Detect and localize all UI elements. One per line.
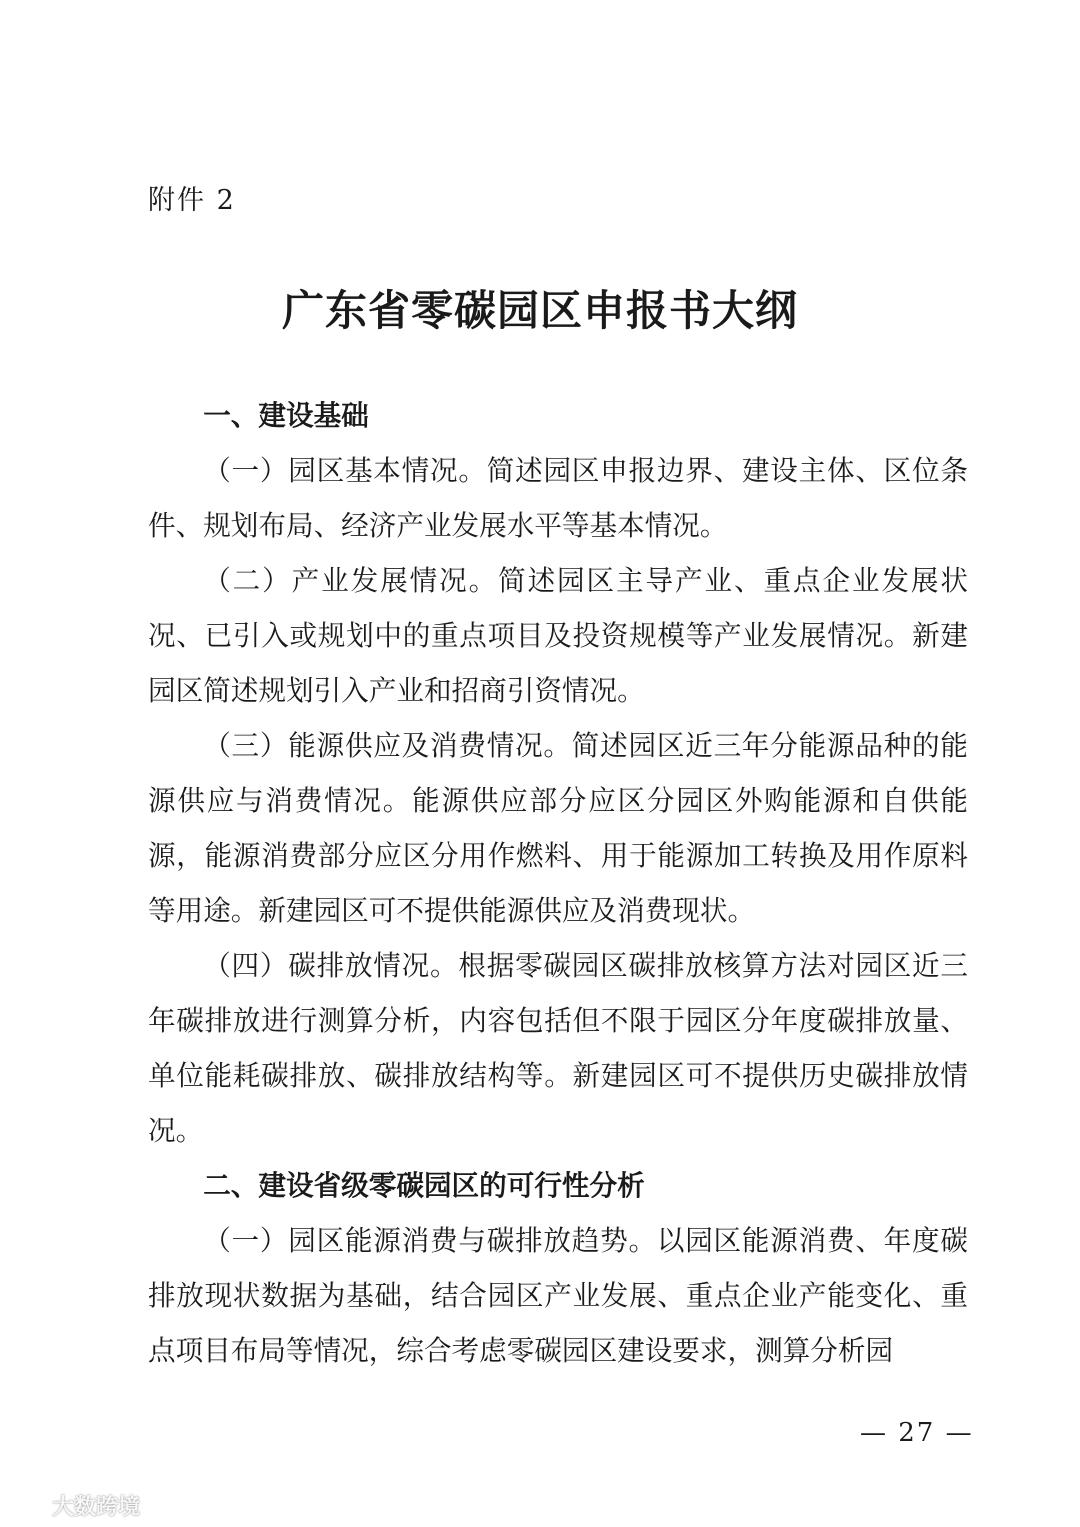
paragraph: [148, 938, 968, 1158]
section-heading: 二、建设省级零碳园区的可行性分析: [203, 1169, 645, 1202]
watermark: [4, 1490, 140, 1521]
paragraph-lead: （四）碳排放情况。: [203, 949, 459, 982]
paragraph-text: 简述园区近三年分能源品种的能源供应与消费情况。能源供应部分应区分园区外购能源和自供能源，能源消费部分应区分用作燃料、用于能源加工转换及用作原料等用途。新建园区可不提供能源供应及消费现状。: [148, 729, 968, 927]
watermark-text: 大数跨境: [52, 1495, 141, 1520]
section-heading: 一、建设基础: [203, 399, 369, 432]
paragraph-lead: （一）园区基本情况。: [203, 454, 487, 487]
paragraph: [148, 718, 968, 938]
paragraph: [148, 1213, 968, 1378]
document-body: [148, 388, 968, 1378]
paragraph-text: 根据零碳园区碳排放核算方法对园区近三年碳排放进行测算分析，内容包括但不限于园区分年度碳排放量、单位能耗碳排放、碳排放结构等。新建园区可不提供历史碳排放情况。: [148, 949, 968, 1147]
page-number: — 27 —: [860, 1418, 974, 1448]
paragraph-lead: （三）能源供应及消费情况。: [203, 729, 572, 762]
weibo-logo-icon: [4, 1493, 50, 1519]
paragraph-lead: （二）产业发展情况。: [203, 564, 499, 597]
paragraph-text: 简述园区主导产业、重点企业发展状况、已引入或规划中的重点项目及投资规模等产业发展情况。新建园区简述规划引入产业和招商引资情况。: [148, 564, 968, 707]
paragraph-lead: （一）园区能源消费与碳排放趋势。: [203, 1224, 657, 1257]
attachment-label: 附件 2: [148, 185, 236, 216]
paragraph: [148, 443, 968, 553]
paragraph: [148, 553, 968, 718]
document-title: 广东省零碳园区申报书大纲: [281, 286, 798, 335]
paragraph-text: 简述园区申报边界、建设主体、区位条件、规划布局、经济产业发展水平等基本情况。: [148, 454, 968, 542]
paragraph-text: 以园区能源消费、年度碳排放现状数据为基础，结合园区产业发展、重点企业产能变化、重点项目布局等情况，综合考虑零碳园区建设要求，测算分析园: [148, 1224, 968, 1367]
